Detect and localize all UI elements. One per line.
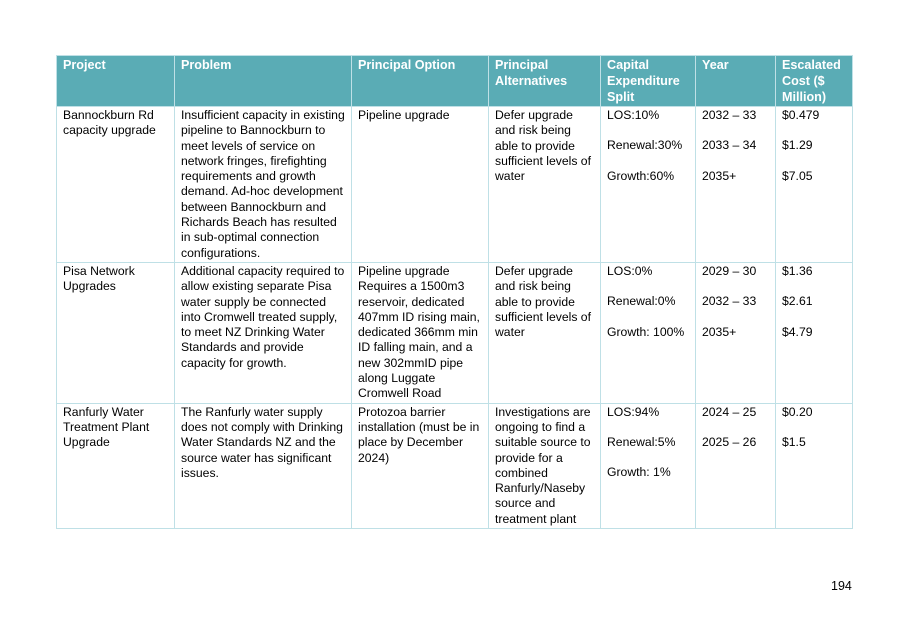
cell-project: Pisa Network Upgrades — [57, 262, 175, 403]
year-1: 2024 – 25 — [702, 404, 757, 419]
header-escalated-cost: Escalated Cost ($ Million) — [776, 56, 853, 107]
cost-2: $1.5 — [782, 434, 806, 449]
cell-principal-alternatives: Investigations are ongoing to find a suitable source to provide for a combined Ranfurly/Naseby source and treatment plant — [489, 403, 601, 528]
cost-3: $4.79 — [782, 324, 813, 339]
cell-principal-alternatives: Defer upgrade and risk being able to provide sufficient levels of water — [489, 262, 601, 403]
year-1: 2032 – 33 — [702, 108, 757, 122]
split-renewal: Renewal:0% — [607, 294, 676, 309]
split-renewal: Renewal:30% — [607, 138, 683, 153]
cell-problem: Insufficient capacity in existing pipeline to Bannockburn to meet levels of service on network fringes, firefighting requirements and growth demand. Ad-hoc development between Bannockburn and Richards Beach has resulted in sub-optimal connection configurations. — [175, 107, 352, 263]
split-renewal: Renewal:5% — [607, 434, 676, 449]
cost-1: $0.479 — [782, 108, 820, 122]
capital-projects-table — [56, 55, 853, 529]
split-growth: Growth: 100% — [607, 324, 685, 339]
header-principal-option: Principal Option — [352, 56, 489, 107]
header-year: Year — [696, 56, 776, 107]
cell-principal-option: Protozoa barrier installation (must be in place by December 2024) — [352, 403, 489, 528]
header-project: Project — [57, 56, 175, 107]
table-row — [57, 107, 853, 263]
cell-year — [696, 107, 776, 263]
split-los: LOS:10% — [607, 108, 660, 122]
cell-escalated-cost — [776, 262, 853, 403]
year-1: 2029 – 30 — [702, 263, 757, 278]
year-2: 2033 – 34 — [702, 138, 757, 153]
split-los: LOS:94% — [607, 404, 660, 419]
table-row — [57, 262, 853, 403]
split-los: LOS:0% — [607, 263, 653, 278]
table-row — [57, 403, 853, 528]
cell-project: Ranfurly Water Treatment Plant Upgrade — [57, 403, 175, 528]
cell-escalated-cost — [776, 403, 853, 528]
page-number: 194 — [831, 579, 852, 593]
table-header-row — [57, 56, 853, 107]
year-2: 2032 – 33 — [702, 294, 757, 309]
header-problem: Problem — [175, 56, 352, 107]
header-principal-alternatives: Principal Alternatives — [489, 56, 601, 107]
split-growth: Growth:60% — [607, 168, 675, 183]
cell-problem: Additional capacity required to allow existing separate Pisa water supply be connected into Cromwell treated supply, to meet NZ Drinking Water Standards and provide capacity for growth. — [175, 262, 352, 403]
cell-principal-option: Pipeline upgrade — [352, 107, 489, 263]
cell-principal-alternatives: Defer upgrade and risk being able to provide sufficient levels of water — [489, 107, 601, 263]
cost-1: $1.36 — [782, 263, 813, 278]
cost-1: $0.20 — [782, 404, 813, 419]
cell-principal-option: Pipeline upgrade Requires a 1500m3 reservoir, dedicated 407mm ID rising main, dedicated 366mm min ID falling main, and a new 302mmID pipe along Luggate Cromwell Road — [352, 262, 489, 403]
cell-year — [696, 262, 776, 403]
cell-capex-split — [601, 403, 696, 528]
cell-capex-split — [601, 262, 696, 403]
year-3: 2035+ — [702, 324, 737, 339]
cost-2: $1.29 — [782, 138, 813, 153]
year-2: 2025 – 26 — [702, 434, 757, 449]
cell-project: Bannockburn Rd capacity upgrade — [57, 107, 175, 263]
split-growth: Growth: 1% — [607, 465, 671, 480]
year-3: 2035+ — [702, 168, 737, 183]
cost-3: $7.05 — [782, 168, 813, 183]
cell-escalated-cost — [776, 107, 853, 263]
cell-problem: The Ranfurly water supply does not comply with Drinking Water Standards NZ and the source water has significant issues. — [175, 403, 352, 528]
cell-year — [696, 403, 776, 528]
header-capex-split: Capital Expenditure Split — [601, 56, 696, 107]
cell-capex-split — [601, 107, 696, 263]
cost-2: $2.61 — [782, 294, 813, 309]
